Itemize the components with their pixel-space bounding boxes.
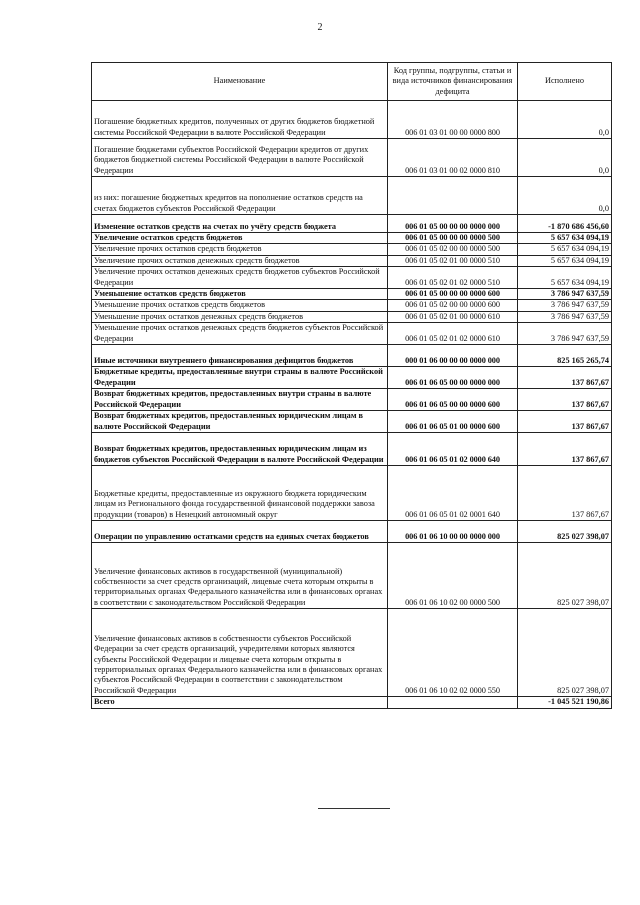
table-row (92, 411, 612, 433)
cell-value: -1 870 686 456,60 (518, 215, 612, 233)
header-code: Код группы, подгруппы, статьи и вида источников финансирования дефицита (388, 63, 518, 101)
cell-code: 006 01 06 05 01 02 0000 640 (388, 433, 518, 466)
cell-name: Возврат бюджетных кредитов, предоставленных юридическим лицам в валюте Российской Федерации (92, 411, 388, 433)
cell-name: Уменьшение прочих остатков средств бюджетов (92, 300, 388, 311)
table-row (92, 139, 612, 177)
table-row (92, 244, 612, 255)
cell-name: Увеличение прочих остатков денежных средств бюджетов субъектов Российской Федерации (92, 267, 388, 289)
cell-value: 137 867,67 (518, 367, 612, 389)
cell-code: 006 01 06 10 00 00 0000 000 (388, 521, 518, 543)
cell-value: 5 657 634 094,19 (518, 233, 612, 244)
cell-value: 137 867,67 (518, 411, 612, 433)
table-row (92, 389, 612, 411)
table-row (92, 521, 612, 543)
header-value: Исполнено (518, 63, 612, 101)
table-body (92, 101, 612, 709)
table-row (92, 433, 612, 466)
table-row (92, 233, 612, 244)
cell-code: 006 01 06 05 00 00 0000 600 (388, 389, 518, 411)
cell-name: Уменьшение прочих остатков денежных средств бюджетов субъектов Российской Федерации (92, 323, 388, 345)
financing-sources-table (91, 62, 612, 709)
table-row (92, 215, 612, 233)
cell-value: 3 786 947 637,59 (518, 311, 612, 322)
cell-name: Уменьшение прочих остатков денежных средств бюджетов (92, 311, 388, 322)
cell-name: из них: погашение бюджетных кредитов на пополнение остатков средств на счетах бюджетов субъектов Российской Федерации (92, 177, 388, 215)
cell-name: Иные источники внутреннего финансирования дефицитов бюджетов (92, 345, 388, 367)
cell-name: Увеличение прочих остатков средств бюджетов (92, 244, 388, 255)
cell-value: 0,0 (518, 139, 612, 177)
table-row (92, 609, 612, 697)
cell-code (388, 177, 518, 215)
total-code (388, 697, 518, 708)
page-number: 2 (317, 22, 323, 33)
total-label: Всего (92, 697, 388, 708)
table-row (92, 289, 612, 300)
table-row (92, 267, 612, 289)
table-row (92, 466, 612, 521)
cell-code: 006 01 05 02 01 00 0000 610 (388, 311, 518, 322)
cell-name: Погашение бюджетами субъектов Российской Федерации кредитов от других бюджетов бюджетной системы Российской Федерации в валюте Российской Федерации (92, 139, 388, 177)
cell-name: Операции по управлению остатками средств на единых счетах бюджетов (92, 521, 388, 543)
cell-value: 0,0 (518, 177, 612, 215)
cell-code: 006 01 06 05 01 00 0000 600 (388, 411, 518, 433)
cell-code: 006 01 03 01 00 00 0000 800 (388, 101, 518, 139)
cell-code: 006 01 06 10 02 02 0000 550 (388, 609, 518, 697)
cell-value: 137 867,67 (518, 389, 612, 411)
cell-code: 006 01 06 05 00 00 0000 000 (388, 367, 518, 389)
table-row (92, 367, 612, 389)
cell-name: Изменение остатков средств на счетах по учёту средств бюджета (92, 215, 388, 233)
cell-value: 3 786 947 637,59 (518, 300, 612, 311)
cell-code: 006 01 05 00 00 00 0000 600 (388, 289, 518, 300)
table-row (92, 255, 612, 266)
cell-code: 006 01 05 00 00 00 0000 500 (388, 233, 518, 244)
cell-name: Уменьшение остатков средств бюджетов (92, 289, 388, 300)
table-row (92, 345, 612, 367)
header-name: Наименование (92, 63, 388, 101)
table-row (92, 300, 612, 311)
table-row (92, 543, 612, 609)
cell-value: 825 027 398,07 (518, 521, 612, 543)
table-header-row (92, 63, 612, 101)
cell-code: 006 01 05 02 01 00 0000 510 (388, 255, 518, 266)
cell-name: Бюджетные кредиты, предоставленные из окружного бюджета юридическим лицам из Регионального фонда государственной финансовой поддержки завоза продукции (товаров) в Ненецкий автономный округ (92, 466, 388, 521)
cell-name: Увеличение прочих остатков денежных средств бюджетов (92, 255, 388, 266)
cell-name: Погашение бюджетных кредитов, полученных от других бюджетов бюджетной системы Российской Федерации в валюте Российской Федерации (92, 101, 388, 139)
cell-name: Бюджетные кредиты, предоставленные внутри страны в валюте Российской Федерации (92, 367, 388, 389)
cell-value: 825 027 398,07 (518, 543, 612, 609)
cell-value: 3 786 947 637,59 (518, 289, 612, 300)
cell-value: 5 657 634 094,19 (518, 255, 612, 266)
table-row (92, 323, 612, 345)
cell-code: 006 01 05 02 00 00 0000 500 (388, 244, 518, 255)
table-row (92, 101, 612, 139)
cell-value: 825 027 398,07 (518, 609, 612, 697)
table-total-row (92, 697, 612, 708)
cell-value: 137 867,67 (518, 466, 612, 521)
cell-code: 006 01 05 02 00 00 0000 600 (388, 300, 518, 311)
cell-code: 006 01 03 01 00 02 0000 810 (388, 139, 518, 177)
cell-value: 5 657 634 094,19 (518, 244, 612, 255)
cell-code: 006 01 06 10 02 00 0000 500 (388, 543, 518, 609)
cell-code: 006 01 06 05 01 02 0001 640 (388, 466, 518, 521)
cell-code: 006 01 05 02 01 02 0000 610 (388, 323, 518, 345)
cell-value: 3 786 947 637,59 (518, 323, 612, 345)
cell-code: 006 01 05 02 01 02 0000 510 (388, 267, 518, 289)
cell-value: 5 657 634 094,19 (518, 267, 612, 289)
cell-value: 825 165 265,74 (518, 345, 612, 367)
cell-code: 000 01 06 00 00 00 0000 000 (388, 345, 518, 367)
cell-name: Возврат бюджетных кредитов, предоставленных внутри страны в валюте Российской Федерации (92, 389, 388, 411)
cell-value: 137 867,67 (518, 433, 612, 466)
cell-name: Увеличение финансовых активов в собственности субъектов Российской Федерации за счет средств организаций, учредителями которых являются субъекты Российской Федерации и лицевые счета которым открыты в территориальных органах Федерального казначейства или в финансовых органах субъектов Российской Федерации в соответствии с законодательством Российской Федерации (92, 609, 388, 697)
cell-name: Увеличение финансовых активов в государственной (муниципальной) собственности за счет средств организаций, лицевые счета которым открыты в территориальных органах Федерального казначейства или в финансовых органах в соответствии с законодательством Российской Федерации (92, 543, 388, 609)
total-value: -1 045 521 190,86 (518, 697, 612, 708)
footer-divider (318, 808, 390, 809)
table-row (92, 177, 612, 215)
cell-name: Увеличение остатков средств бюджетов (92, 233, 388, 244)
cell-code: 006 01 05 00 00 00 0000 000 (388, 215, 518, 233)
cell-value: 0,0 (518, 101, 612, 139)
table-row (92, 311, 612, 322)
cell-name: Возврат бюджетных кредитов, предоставленных юридическим лицам из бюджетов субъектов Российской Федерации в валюте Российской Федерации (92, 433, 388, 466)
